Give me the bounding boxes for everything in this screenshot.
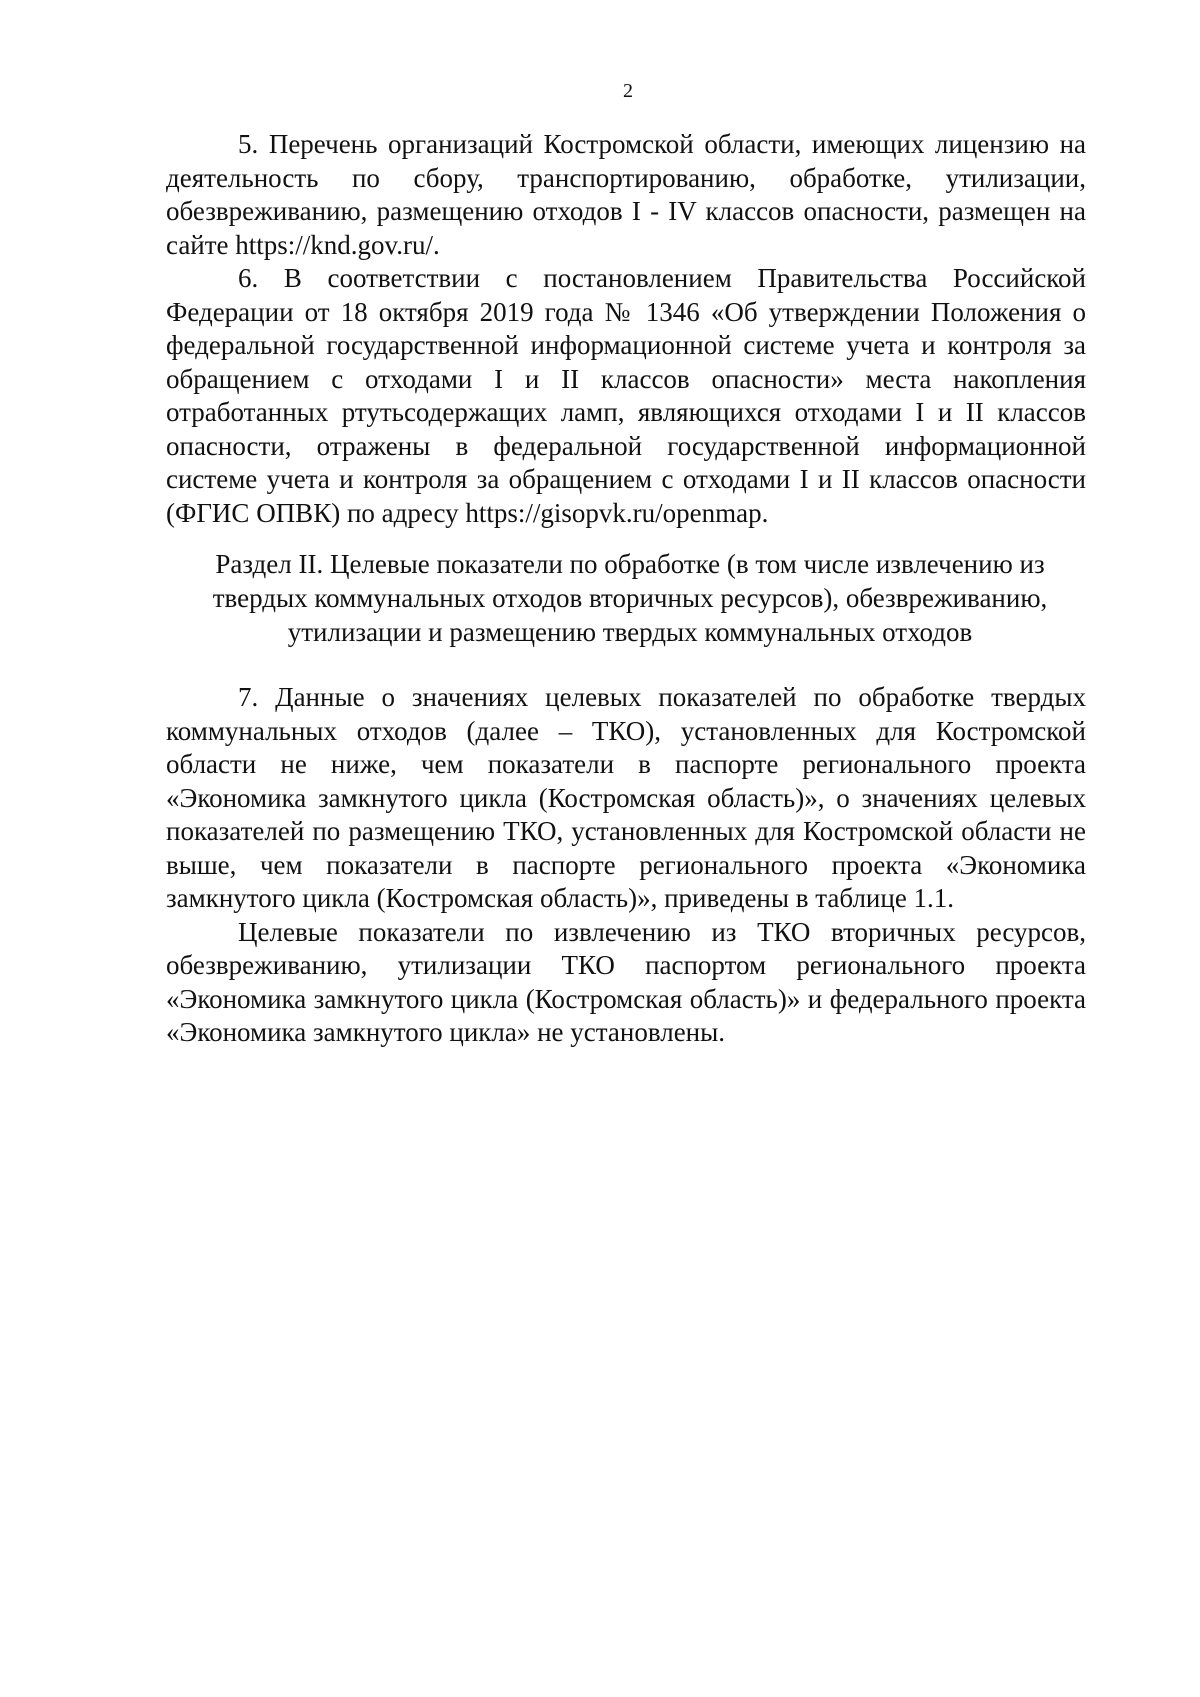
- paragraph-6: 6. В соответствии с постановлением Правительства Российской Федерации от 18 октября 2019 года № 1346 «Об утверждении Положения о федеральной государственной информационной системе учета и контроля за обращением с отходами I и II классов опасности» места накопления отработанных ртутьсодержащих ламп, являющихся отходами I и II классов опасности, отражены в федеральной государственной информационной системе учета и контроля за обращением с отходами I и II классов опасности (ФГИС ОПВК) по адресу https://gisopvk.ru/openmap.: [166, 263, 1086, 528]
- section-heading-line: Раздел II. Целевые показатели по обработке (в том числе извлечению из: [215, 549, 1045, 579]
- paragraph-5: 5. Перечень организаций Костромской области, имеющих лицензию на деятельность по сбору, транспортированию, обработке, утилизации, обезвреживанию, размещению отходов I - IV классов опасности, размещен на сайте https://knd.gov.ru/.: [166, 129, 1086, 260]
- text-block-bottom: [166, 681, 1086, 1050]
- text-block-top: [166, 128, 1086, 530]
- section-heading-line: твердых коммунальных отходов вторичных ресурсов), обезвреживанию,: [212, 583, 1048, 613]
- section-heading: [160, 547, 1100, 649]
- paragraph-targets-not-set: Целевые показатели по извлечению из ТКО вторичных ресурсов, обезвреживанию, утилизации ТКО паспортом регионального проекта «Экономика замкнутого цикла (Костромская область)» и федерального проекта «Экономика замкнутого цикла» не установлены.: [166, 916, 1086, 1047]
- page-number: 2: [623, 80, 633, 102]
- paragraph-7: 7. Данные о значениях целевых показателей по обработке твердых коммунальных отходов (далее – ТКО), установленных для Костромской области не ниже, чем показатели в паспорте регионального проекта «Экономика замкнутого цикла (Костромская область)», о значениях целевых показателей по размещению ТКО, установленных для Костромской области не выше, чем показатели в паспорте регионального проекта «Экономика замкнутого цикла (Костромская область)», приведены в таблице 1.1.: [166, 682, 1086, 913]
- section-heading-line: утилизации и размещению твердых коммунальных отходов: [287, 617, 973, 647]
